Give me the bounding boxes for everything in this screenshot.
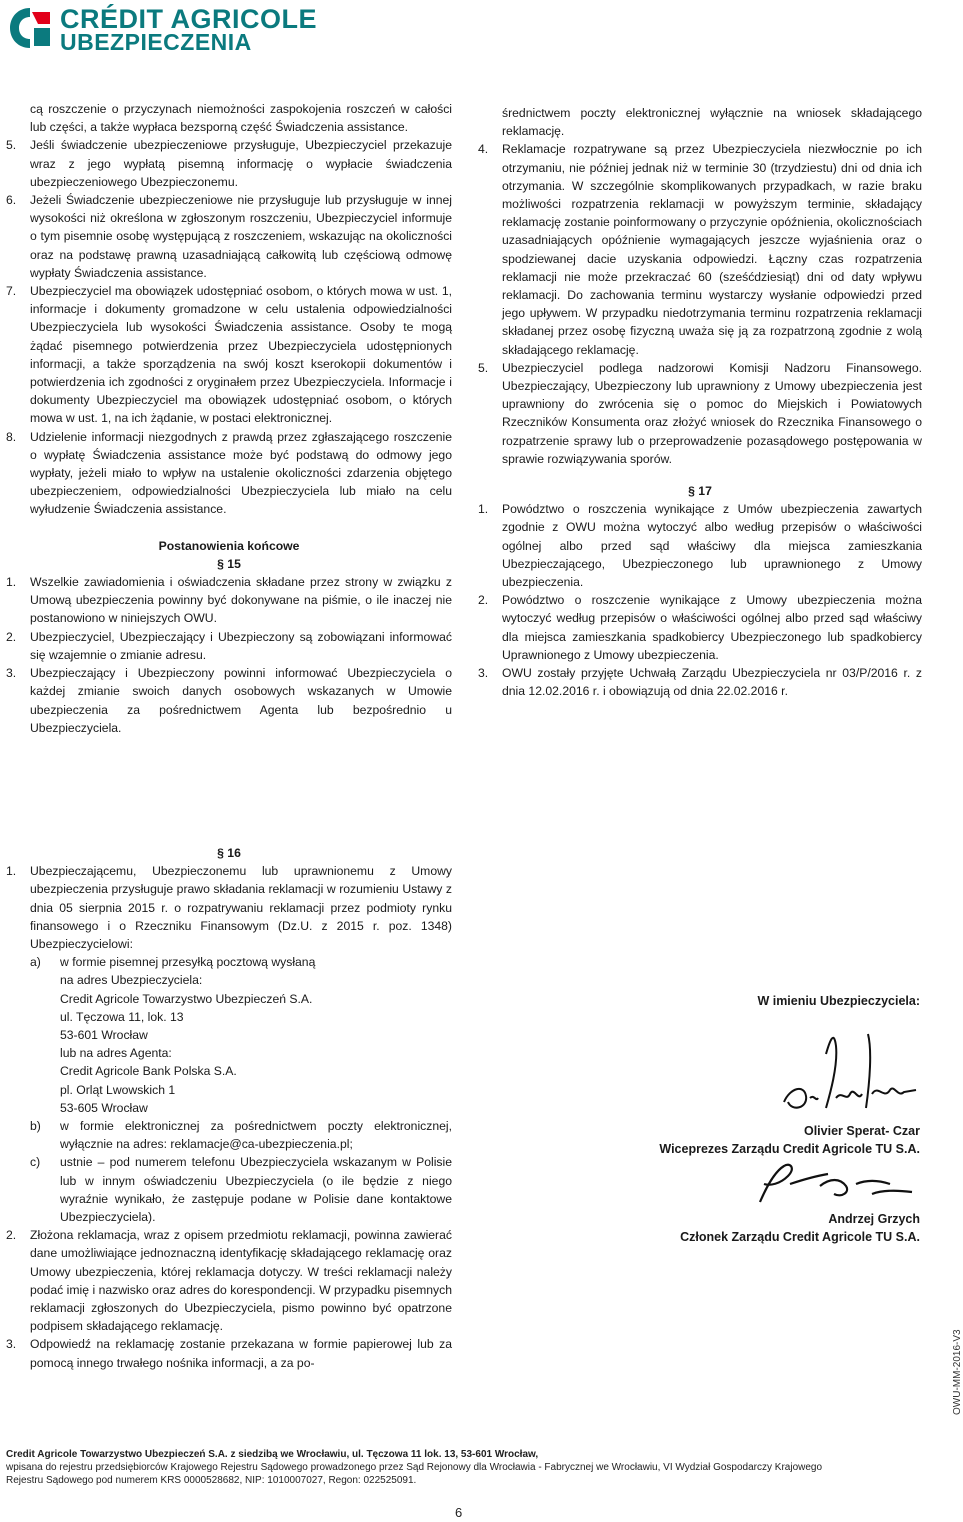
list-item: 5. Jeśli świadczenie ubezpieczeniowe przysługuje, Ubezpieczyciel przekazuje wraz z jego wypłatą pisemną informację o wypłacie świadczenia ubezpieczeniowego Ubezpieczonemu. (6, 138, 452, 189)
address-line: 53-601 Wrocław (60, 1028, 148, 1043)
signatory-name: Olivier Sperat- Czar (803, 1124, 920, 1138)
list-item: 1. Ubezpieczającemu, Ubezpieczonemu lub uprawnionemu z Umowy ubezpieczenia przysługuje prawo składania reklamacji w rozumieniu Ustawy z dnia 05 sierpnia 2015 r. o rozpatrywaniu reklamacji przez podmioty rynku finansowego i o Rzeczniku Finansowym (Dz.U. z 2015 r. poz. 1348) Ubezpieczycielowi: (6, 864, 452, 952)
signature-2-icon (750, 1158, 920, 1210)
list-item: 1. Wszelkie zawiadomienia i oświadczenia składane przez strony w związku z Umową ubezpieczenia powinny być dokonywane na piśmie, o ile inaczej nie postanowiono w niniejszych OWU. (6, 575, 452, 626)
signature-block (480, 992, 920, 1246)
brand-subname: UBEZPIECZENIA (60, 29, 252, 55)
address-line: 53-605 Wrocław (60, 1100, 148, 1115)
list-item: 3. Odpowiedź na reklamację zostanie przekazana w formie papierowej lub za pomocą innego trwałego nośnika informacji, a za po- (6, 1337, 452, 1370)
brand-name: CRÉDIT AGRICOLE (60, 4, 317, 34)
right-column (478, 104, 922, 701)
list-item: 1. Powództwo o roszczenia wynikające z Umów ubezpieczenia zawartych zgodnie z OWU można wytoczyć albo według przepisów o właściwości ogólnej albo przed sąd właściwy dla miejsca zamieszkania Ubezpieczającego, Ubezpieczonego lub uprawnionego z Umowy ubezpieczenia. (478, 502, 922, 590)
section-title: Postanowienia końcowe (158, 538, 300, 553)
paragraph-continuation: średnictwem poczty elektronicznej wyłącznie na wniosek składającego reklamację. (502, 106, 922, 139)
address-line: ul. Tęczowa 11, lok. 13 (60, 1009, 184, 1024)
list-item: 8. Udzielenie informacji niezgodnych z prawdą przez zgłaszającego roszczenie o wypłatę Świadczenia assistance może być podstawą do odmowy jego wypłaty, jeżeli miało to wpływ na ustalenie okoliczności zdarzenia objętego ubezpieczeniem, odpowiedzialności Ubezpieczyciela lub miało na celu wyłudzenie Świadczenia assistance. (6, 429, 452, 517)
list-item: 5. Ubezpieczyciel podlega nadzorowi Komisji Nadzoru Finansowego. Ubezpieczający, Ubezpieczony lub uprawniony z Umowy ubezpieczenia jest uprawniony do zwrócenia się o pomoc do Miejskich i Powiatowych Rzeczników Konsumenta oraz złożyć wniosek do Rzecznika Finansowego o rozpatrzenie sprawy lub o przeprowadzenie pozasądowego postępowania w sprawie rozwiązywania sporów. (478, 360, 922, 466)
list-item: 2. Złożona reklamacja, wraz z opisem przedmiotu reklamacji, powinna zawierać dane umożliwiające jednoznaczną identyfikację składającego reklamację oraz Umowy ubezpieczenia, której reklamacja dotyczy. W treści reklamacji należy podać imię i nazwisko oraz adres do korespondencji. W przypadku pisemnych reklamacji zgłoszonych do Ubezpieczyciela, pismo powinno być opatrzone podpisem składającego reklamację. (6, 1228, 452, 1334)
footer-line: wpisana do rejestru przedsiębiorców Krajowego Rejestru Sądowego prowadzonego przez Sąd Rejonowy dla Wrocławia - Fabrycznej we Wrocławiu, VI Wydział Gospodarczy Krajowego (6, 1462, 823, 1473)
paragraph-intro: cą roszczenie o przyczynach niemożności zaspokojenia roszczeń w całości lub części, a także wypłaca bezsporną część Świadczenia assistance. (30, 102, 452, 135)
signature-1-icon (780, 1010, 920, 1122)
sub-item-a: a) w formie pisemnej przesyłką pocztową wysłaną (30, 955, 316, 970)
footer (6, 1448, 946, 1487)
signatory-role: Wiceprezes Zarządu Credit Agricole TU S.A. (659, 1142, 920, 1156)
signatory-role: Członek Zarządu Credit Agricole TU S.A. (680, 1230, 920, 1244)
sub-item-b: b) w formie elektronicznej za pośrednictwem poczty elektronicznej, wyłącznie na adres: reklamacje@ca-ubezpieczenia.pl; (30, 1119, 452, 1152)
address-block (6, 971, 452, 1117)
footer-line: Credit Agricole Towarzystwo Ubezpieczeń S.A. z siedzibą we Wrocławiu, ul. Tęczowa 11 lok. 13, 53-601 Wrocław, (6, 1449, 539, 1460)
signature-heading: W imieniu Ubezpieczyciela: (757, 994, 920, 1008)
list-item: 3. OWU zostały przyjęte Uchwałą Zarządu Ubezpieczyciela nr 03/P/2016 r. z dnia 12.02.2016 r. i obowiązują od dnia 22.02.2016 r. (478, 666, 922, 699)
address-line: Credit Agricole Bank Polska S.A. (60, 1064, 237, 1079)
credit-agricole-logo-icon (8, 6, 52, 50)
list-item: 3. Ubezpieczający i Ubezpieczony powinni informować Ubezpieczyciela o każdej zmianie swoich danych osobowych wskazanych w Umowie ubezpieczenia za pośrednictwem Agenta lub bezpośrednio u Ubezpieczyciela. (6, 666, 452, 735)
document-code: OWU-MM-2016-V3 (952, 1329, 963, 1415)
list-item: 2. Ubezpieczyciel, Ubezpieczający i Ubezpieczony są zobowiązani informować się wzajemnie o zmianie adresu. (6, 629, 452, 662)
address-line: Credit Agricole Towarzystwo Ubezpieczeń S.A. (60, 991, 313, 1006)
list-item: 2. Powództwo o roszczenie wynikające z Umowy ubezpieczenia można wytoczyć według przepisów o właściwości ogólnej albo przed sąd właściwy dla miejsca zamieszkania spadkobiercy Ubezpieczonego lub spadkobiercy Uprawnionego z Umowy ubezpieczenia. (478, 593, 922, 662)
left-column-top (6, 100, 452, 737)
address-line: lub na adres Agenta: (60, 1046, 172, 1061)
address-line: na adres Ubezpieczyciela: (60, 973, 203, 988)
brand-logo (8, 4, 408, 55)
left-column-bottom (6, 844, 452, 1372)
page-number: 6 (455, 1505, 463, 1520)
signatory-name: Andrzej Grzych (828, 1212, 920, 1226)
footer-line: Rejestru Sądowego pod numerem KRS 0000528682, NIP: 1010007027, Regon: 022525091. (6, 1475, 417, 1486)
section-number: § 17 (688, 484, 712, 499)
list-item: 7. Ubezpieczyciel ma obowiązek udostępniać osobom, o których mowa w ust. 1, informacje i dokumenty gromadzone w celu ustalenia odpowiedzialności Ubezpieczyciela lub wysokości Świadczenia assistance. Osoby te mogą żądać pisemnego potwierdzenia przez Ubezpieczyciela udostępnionych informacji, a także sporządzenia na swój koszt kserokopii dokumentów i potwierdzenia ich zgodności z oryginałem przez Ubezpieczyciela. Informacje i dokumenty Ubezpieczyciel ma obowiązek udostępniać osobom, o których mowa w ust. 1, na ich żądanie, w postaci elektronicznej. (6, 284, 452, 426)
section-number: § 16 (217, 846, 241, 860)
list-item: 6. Jeżeli Świadczenie ubezpieczeniowe nie przysługuje lub przysługuje w innej wysokości niż określona w zgłoszonym roszczeniu, Ubezpieczyciel informuje o tym pisemnie osobę występującą z roszczeniem, wskazując na okoliczności oraz na podstawę prawną uzasadniającą całkowitą lub częściową odmowę wypłaty Świadczenia assistance. (6, 193, 452, 280)
sub-item-c: c) ustnie – pod numerem telefonu Ubezpieczyciela wskazanym w Polisie lub w innym oświadczeniu Ubezpieczyciela (o ile będzie z niego wyraźnie wynikało, że zastępuje podane w Polisie dane kontaktowe Ubezpieczyciela). (30, 1155, 452, 1225)
section-number: § 15 (217, 556, 241, 571)
list-item: 4. Reklamacje rozpatrywane są przez Ubezpieczyciela niezwłocznie po ich otrzymaniu, nie później jednak niż w terminie 30 (trzydziestu) dni od dnia ich otrzymania. W szczególnie skomplikowanych przypadkach, w razie braku możliwości rozpatrzenia reklamacji w powyższym terminie, składający reklamację zostanie poinformowany o przyczynie opóźnienia, okolicznościach uzasadniających opóźnienie wymagających jeszcze wyjaśnienia oraz o spodziewanej dacie uzyskania odpowiedzi. Łączny czas rozpatrzenia reklamacji nie może przekraczać 60 (sześćdziesiąt) dni od daty wpływu reklamacji. Do zachowania terminu wystarczy wysłanie odpowiedzi przed jego upływem. W przypadku niedotrzymania terminu rozpatrzenia reklamacji składanej przez osobę fizyczną uważa się ją za rozpatrzoną zgodnie z wolą składającego reklamację. (478, 142, 922, 357)
address-line: pl. Orląt Lwowskich 1 (60, 1082, 176, 1097)
